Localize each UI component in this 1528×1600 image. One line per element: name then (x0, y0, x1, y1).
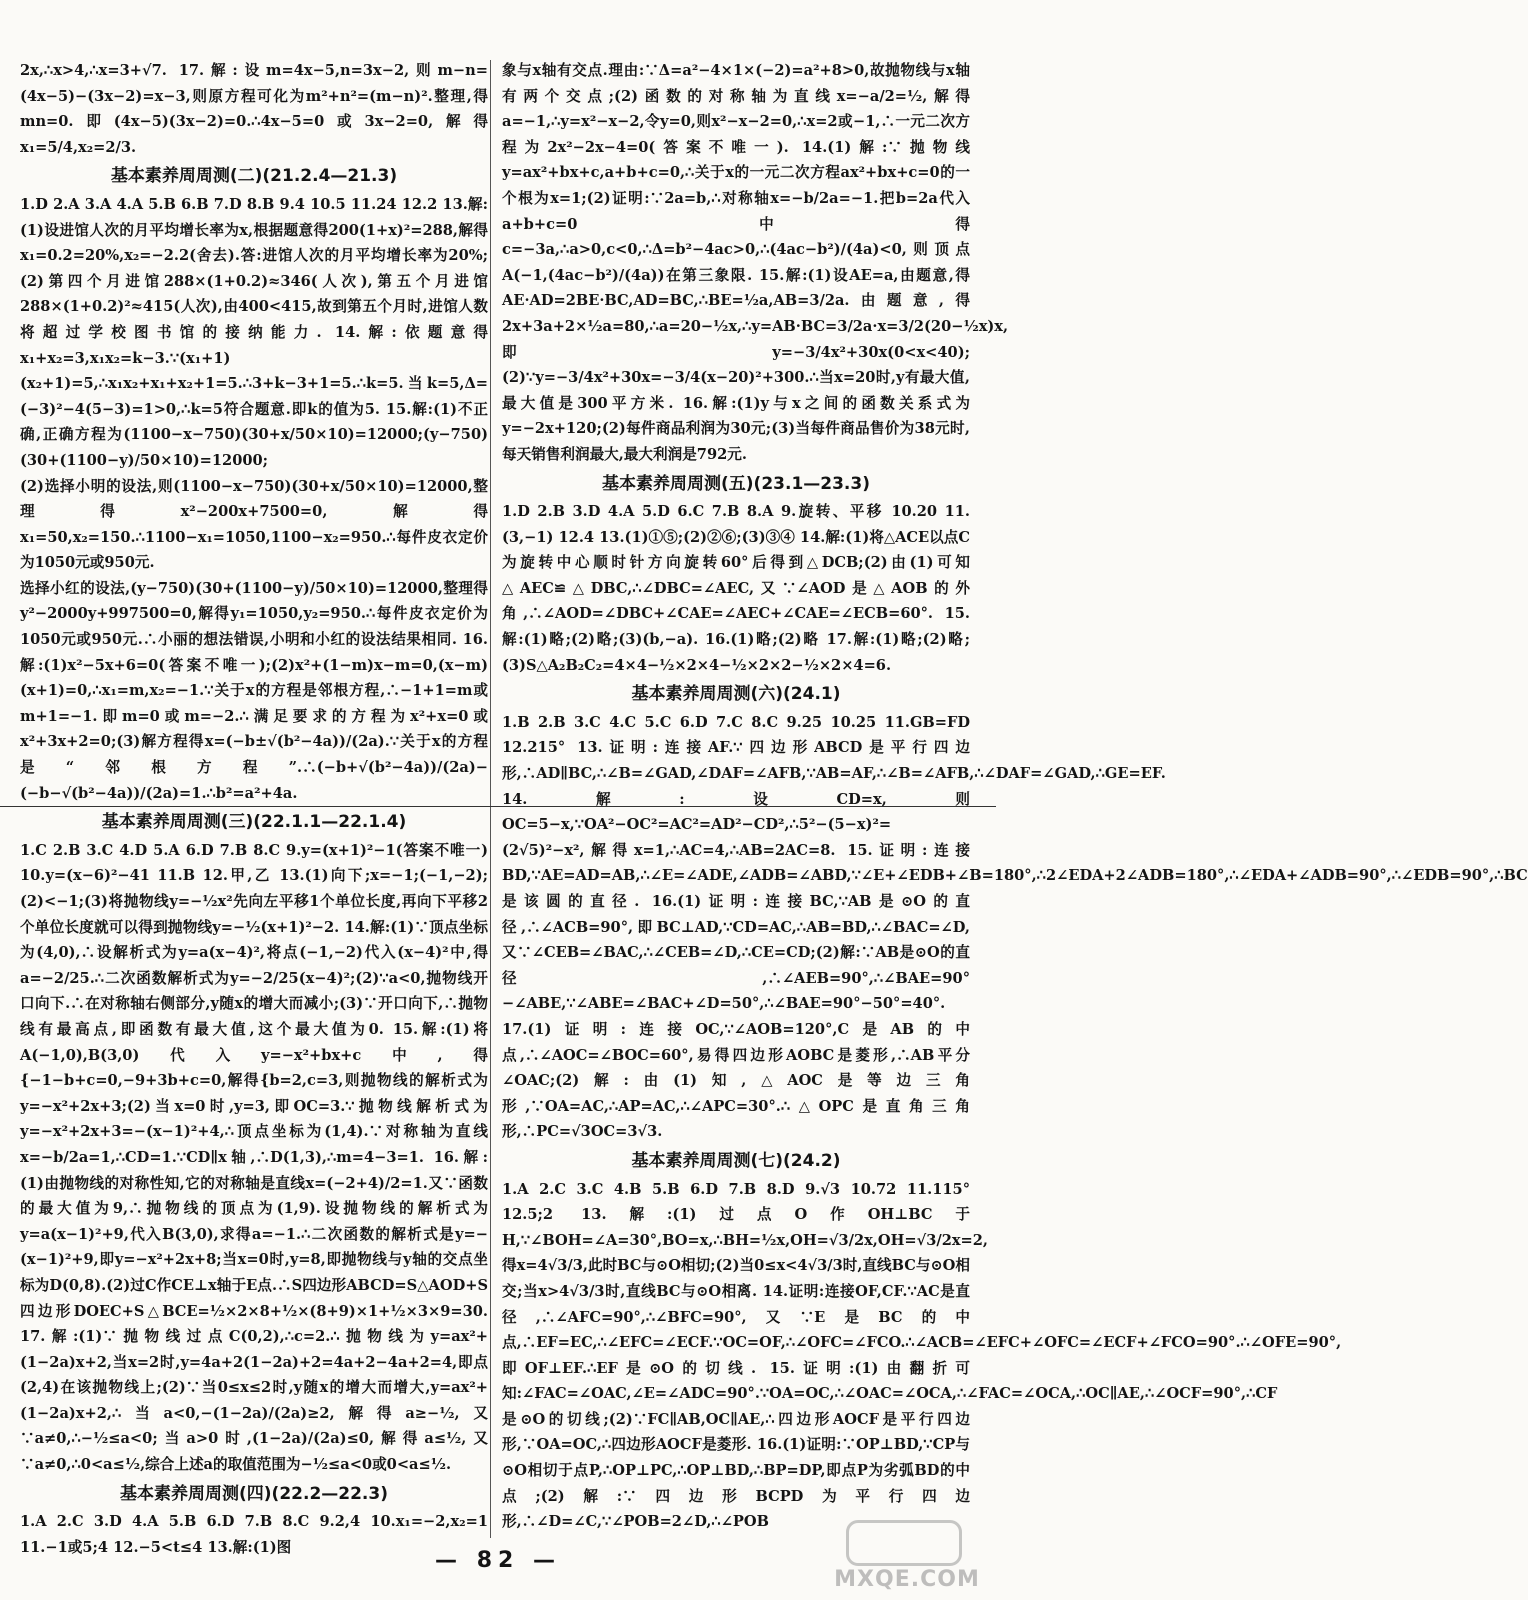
answer-paragraph: 1.D 2.A 3.A 4.A 5.B 6.B 7.D 8.B 9.4 10.5 11.24 12.2 13.解:(1)设进馆人次的月平均增长率为x,根据题意得200(1+x)²=288,解得x₁=0.2=20%,x₂=−2.2(舍去).答:进馆人次的月平均增长率为20%;(2)第四个月进馆288×(1+0.2)≈346(人次),第五个月进馆288×(1+0.2)²≈415(人次),由400<415,故到第五个月时,进馆人数将超过学校图书馆的接纳能力. 14.解:依题意得x₁+x₂=3,x₁x₂=k−3.∵(x₁+1)(x₂+1)=5,∴x₁x₂+x₁+x₂+1=5.∴3+k−3+1=5.∴k=5.当k=5,Δ=(−3)²−4(5−3)=1>0,∴k=5符合题意.即k的值为5. 15.解:(1)不正确,正确方程为(1100−x−750)(30+x/50×10)=12000;(y−750)(30+(1100−y)/50×10)=12000; (20, 195, 488, 469)
section-title: 基本素养周周测(二)(21.2.4—21.3) (110, 166, 398, 187)
column-divider (490, 60, 491, 1538)
answer-paragraph: (2)选择小明的设法,则(1100−x−750)(30+x/50×10)=12000,整理得x²−200x+7500=0,解得x₁=50,x₂=150.∴1100−x₁=1050,1100−x₂=950.∴每件皮衣定价为1050元或950元. (20, 477, 488, 572)
page-number: — 82 — (435, 1548, 561, 1573)
section-title: 基本素养周周测(四)(22.2—22.3) (120, 1483, 388, 1504)
section-title: 基本素养周周测(七)(24.2) (631, 1150, 841, 1171)
answer-paragraph: 2x,∴x>4,∴x=3+√7. 17.解:设m=4x−5,n=3x−2,则m−n=(4x−5)−(3x−2)=x−3,则原方程可化为m²+n²=(m−n)².整理,得mn=0.即(4x−5)(3x−2)=0.∴4x−5=0或3x−2=0,解得x₁=5/4,x₂=2/3. (20, 62, 488, 156)
left-column (20, 58, 488, 1560)
right-column (502, 58, 1528, 1535)
answer-paragraph: 选择小红的设法,(y−750)(30+(1100−y)/50×10)=12000,整理得y²−2000y+997500=0,解得y₁=1050,y₂=950.∴每件皮衣定价为1050元或950元.∴小丽的想法错误,小明和小红的设法结果相同. 16.解:(1)x²−5x+6=0(答案不唯一);(2)x²+(1−m)x−m=0,(x−m)(x+1)=0,∴x₁=m,x₂=−1.∵关于x的方程是邻根方程,∴−1+1=m或m+1=−1.即m=0或m=−2.∴满足要求的方程为x²+x=0或x²+3x+2=0;(3)解方程得x=(−b±√(b²−4a))/(2a).∵关于x的方程是“邻根方程”.∴(−b+√(b²−4a))/(2a)−(−b−√(b²−4a))/(2a)=1.∴b²=a²+4a. (20, 579, 488, 802)
section-title: 基本素养周周测(三)(22.1.1—22.1.4) (101, 812, 407, 833)
answer-paragraph: 1.C 2.B 3.C 4.D 5.A 6.D 7.B 8.C 9.y=(x+1)²−1(答案不唯一) 10.y=(x−6)²−41 11.B 12.甲,乙 13.(1)向下;x=−1;(−1,−2);(2)<−1;(3)将抛物线y=−½x²先向左平移1个单位长度,再向下平移2个单位长度就可以得到抛物线y=−½(x+1)²−2. 14.解:(1)∵顶点坐标为(4,0),∴设解析式为y=a(x−4)²,将点(−1,−2)代入(x−4)²中,得a=−2/25.∴二次函数解析式为y=−2/25(x−4)²;(2)∵a<0,抛物线开口向下.∴在对称轴右侧部分,y随x的增大而减小;(3)∵开口向下,∴抛物线有最高点,即函数有最大值,这个最大值为0. 15.解:(1)将A(−1,0),B(3,0)代入y=−x²+bx+c中,得{−1−b+c=0,−9+3b+c=0,解得{b=2,c=3,则抛物线的解析式为y=−x²+2x+3;(2)当x=0时,y=3,即OC=3.∵抛物线解析式为y=−x²+2x+3=−(x−1)²+4,∴顶点坐标为(1,4).∵对称轴为直线x=−b/2a=1,∴CD=1.∵CD∥x轴,∴D(1,3),∴m=4−3=1. 16.解:(1)由抛物线的对称性知,它的对称轴是直线x=(−2+4)/2=1.又∵函数的最大值为9,∴抛物线的顶点为(1,9).设抛物线的解析式为y=a(x−1)²+9,代入B(3,0),求得a=−1.∴二次函数的解析式是y=−(x−1)²+9,即y=−x²+2x+8;当x=0时,y=8,即抛物线与y轴的交点坐标为D(0,8).(2)过C作CE⊥x轴于E点.∴S四边形ABCD=S△AOD+S四边形DOEC+S△BCE=½×2×8+½×(8+9)×1+½×3×9=30. 17.解:(1)∵抛物线过点C(0,2),∴c=2.∴抛物线为y=ax²+(1−2a)x+2,当x=2时,y=4a+2(1−2a)+2=4a+2−4a+2=4,即点(2,4)在该抛物线上;(2)∵当0≤x≤2时,y随x的增大而增大,y=ax²+(1−2a)x+2,∴当a<0,−(1−2a)/(2a)≥2,解得a≥−½,又∵a≠0,∴−½≤a<0;当a>0时,(1−2a)/(2a)≤0,解得a≤½,又∵a≠0,∴0<a≤½,综合上述a的取值范围为−½≤a<0或0<a≤½. (20, 841, 488, 1474)
section-title: 基本素养周周测(五)(23.1—23.3) (602, 473, 870, 494)
answer-paragraph: 1.A 2.C 3.C 4.B 5.B 6.D 7.B 8.D 9.√3 10.72 11.115° 12.5;2 13.解:(1)过点O作OH⊥BC于H,∵∠BOH=∠A=30°,BO=x,∴BH=½x,OH=√3/2x,OH=√3/2x=2,得x=4√3/3,此时BC与⊙O相切;(2)当0≤x<4√3/3时,直线BC与⊙O相交;当x>4√3/3时,直线BC与⊙O相离. 14.证明:连接OF,CF.∵AC是直径,∴∠AFC=90°,∴∠BFC=90°,又∵E是BC的中点,∴EF=EC,∴∠EFC=∠ECF.∵OC=OF,∴∠OFC=∠FCO.∴∠ACB=∠EFC+∠OFC=∠ECF+∠FCO=90°.∴∠OFE=90°,即OF⊥EF.∴EF是⊙O的切线. 15.证明:(1)由翻折可知:∠FAC=∠OAC,∠E=∠ADC=90°.∵OA=OC,∴∠OAC=∠OCA,∴∠FAC=∠OCA,∴OC∥AE,∴∠OCF=90°,∴CF是⊙O的切线;(2)∵FC∥AB,OC∥AE,∴四边形AOCF是平行四边形,∵OA=OC,∴四边形AOCF是菱形. 16.(1)证明:∵OP⊥BD,∵CP与⊙O相切于点P,∴OP⊥PC,∴OP⊥BD,∴BP=DP,即点P为劣弧BD的中点;(2)解:∵四边形BCPD为平行四边形,∴∠D=∠C,∵∠POB=2∠D,∴∠POB (502, 1180, 1342, 1531)
answer-paragraph: 象与x轴有交点.理由:∵Δ=a²−4×1×(−2)=a²+8>0,故抛物线与x轴有两个交点;(2)函数的对称轴为直线x=−a/2=½,解得a=−1,∴y=x²−x−2,令y=0,则x²−x−2=0,∴x=2或−1,∴一元二次方程为2x²−2x−4=0(答案不唯一). 14.(1)解:∵抛物线y=ax²+bx+c,a+b+c=0,∴关于x的一元二次方程ax²+bx+c=0的一个根为x=1;(2)证明:∵2a=b,∴对称轴x=−b/2a=−1.把b=2a代入a+b+c=0中得c=−3a,∴a>0,c<0,∴Δ=b²−4ac>0,∴(4ac−b²)/(4a)<0,则顶点A(−1,(4ac−b²)/(4a))在第三象限. 15.解:(1)设AE=a,由题意,得AE·AD=2BE·BC,AD=BC,∴BE=½a,AB=3/2a.由题意,得2x+3a+2×½a=80,∴a=20−½x,∴y=AB·BC=3/2a·x=3/2(20−½x)x,即y=−3/4x²+30x(0<x<40);(2)∵y=−3/4x²+30x=−3/4(x−20)²+300.∴当x=20时,y有最大值,最大值是300平方米. 16.解:(1)y与x之间的函数关系式为y=−2x+120;(2)每件商品利润为30元;(3)当每件商品售价为38元时,每天销售利润最大,最大利润是792元. (502, 62, 1009, 463)
answer-paragraph: 1.A 2.C 3.D 4.A 5.B 6.D 7.B 8.C 9.2,4 10.x₁=−2,x₂=1 11.−1或5;4 12.−5<t≤4 13.解:(1)图 (20, 1513, 488, 1556)
watermark (832, 1522, 982, 1592)
answer-paragraph: 1.B 2.B 3.C 4.C 5.C 6.D 7.C 8.C 9.25 10.25 11.GB=FD 12.215° 13.证明:连接AF.∵四边形ABCD是平行四边形,∴AD∥BC,∴∠B=∠GAD,∠DAF=∠AFB,∵AB=AF,∴∠B=∠AFB,∴∠DAF=∠GAD,∴GE=EF. 14.解:设CD=x,则OC=5−x,∵OA²−OC²=AC²=AD²−CD²,∴5²−(5−x)²=(2√5)²−x²,解得x=1,∴AC=4,∴AB=2AC=8. 15.证明:连接BD,∵AE=AD=AB,∴∠E=∠ADE,∠ADB=∠ABD,∵∠E+∠EDB+∠B=180°,∴2∠EDA+2∠ADB=180°,∴∠EDA+∠ADB=90°,∴∠EDB=90°,∴BC是该圆的直径. 16.(1)证明:连接BC,∵AB是⊙O的直径,∴∠ACB=90°,即BC⊥AD,∵CD=AC,∴AB=BD,∴∠BAC=∠D,又∵∠CEB=∠BAC,∴∠CEB=∠D,∴CE=CD;(2)解:∵AB是⊙O的直径,∴∠AEB=90°,∴∠BAE=90°−∠ABE,∵∠ABE=∠BAC+∠D=50°,∴∠BAE=90°−50°=40°. 17.(1)证明:连接OC,∵∠AOB=120°,C是AB的中点,∴∠AOC=∠BOC=60°,易得四边形AOBC是菱形,∴AB平分∠OAC;(2)解:由(1)知,△AOC是等边三角形,∵OA=AC,∴AP=AC,∴∠APC=30°.∴△OPC是直角三角形,∴PC=√3OC=3√3. (502, 713, 1528, 1141)
watermark-text: MXQE.COM (834, 1567, 980, 1592)
answer-paragraph: 1.D 2.B 3.D 4.A 5.D 6.C 7.B 8.A 9.旋转、平移 10.20 11.(3,−1) 12.4 13.(1)①⑤;(2)②⑥;(3)③④ 14.解:(1)将△ACE以点C为旋转中心顺时针方向旋转60°后得到△DCB;(2)由(1)可知△AEC≌△DBC,∴∠DBC=∠AEC,又∵∠AOD是△AOB的外角,∴∠AOD=∠DBC+∠CAE=∠AEC+∠CAE=∠ECB=60°. 15.解:(1)略;(2)略;(3)(b,−a). 16.(1)略;(2)略 17.解:(1)略;(2)略;(3)S△A₂B₂C₂=4×4−½×2×4−½×2×2−½×2×4=6. (502, 503, 970, 674)
section-title: 基本素养周周测(六)(24.1) (631, 684, 841, 705)
watermark-logo-icon (846, 1520, 962, 1566)
